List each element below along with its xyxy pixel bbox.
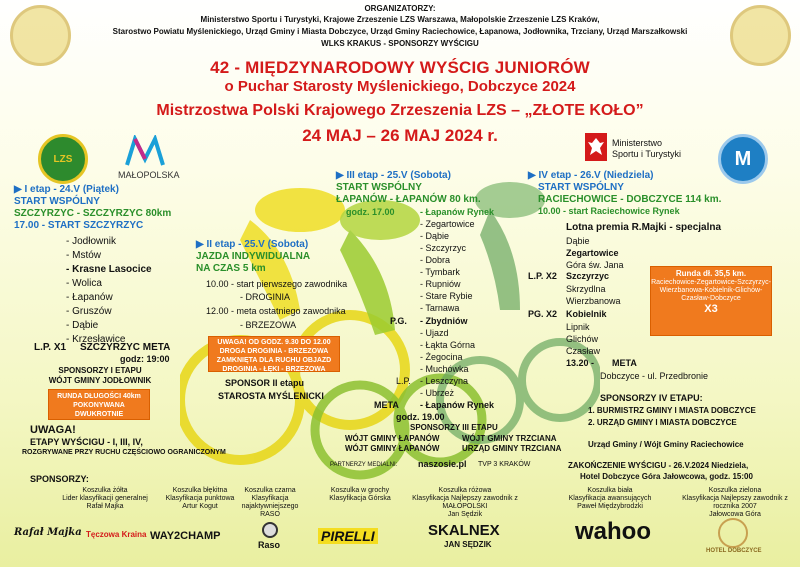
stage3-sponsor-b1: WÓJT GMINY TRZCIANA xyxy=(462,434,557,443)
lzs-logo xyxy=(38,134,88,184)
stage1-meta-label: L.P. X1 xyxy=(34,342,67,353)
stage1-place: - Dąbie xyxy=(66,320,99,331)
stage3-pg-label: P.G. xyxy=(390,316,407,326)
stage4-sponsor-heading: SPONSORZY IV ETAPU: xyxy=(600,393,703,403)
logo-raso: Raso xyxy=(258,540,281,550)
title-line3: Mistrzostwa Polski Krajowego Zrzeszenia LZS – „ZŁOTE KOŁO” xyxy=(156,102,644,119)
stage3-place: - Ujazd xyxy=(420,328,449,338)
stage4-place: Czasław xyxy=(566,346,601,356)
stage4-lap-box xyxy=(650,266,772,336)
media-naszosie: naszosie.pl xyxy=(418,459,467,469)
stage4-route: RACIECHOWICE - DOBCZYCE 114 km. xyxy=(538,194,722,205)
stage3-place: - Rupniów xyxy=(420,279,461,289)
sponsor-jersey: Koszulka błękitna xyxy=(172,487,228,494)
stage4-place: Glichów xyxy=(566,334,599,344)
stage4-sponsor2: 2. URZĄD GMINY I MIASTA DOBCZYCE xyxy=(588,418,737,427)
stage4-place: Wierzbanowa xyxy=(566,296,621,306)
organizers-line1: Ministerstwo Sportu i Turystyki, Krajowe Zrzeszenie LZS Warszawa, Małopolskie Zrzeszenie LZS Kraków, xyxy=(200,15,600,24)
lzs-logo-text: LZS xyxy=(53,153,73,165)
sponsor-jersey: Koszulka biała xyxy=(587,487,633,494)
sponsors-heading: SPONSORZY: xyxy=(30,474,89,484)
stage4-premia: Lotna premia R.Majki - specjalna xyxy=(566,222,722,233)
stage2-start-place: - DROGINIA xyxy=(240,292,291,302)
race-end-line1: ZAKOŃCZENIE WYŚCIGU - 26.V.2024 Niedziela, xyxy=(568,461,749,470)
stage2-end-time: 12.00 - meta ostatniego zawodnika xyxy=(206,306,346,316)
logo-skalnex: SKALNEX xyxy=(428,522,500,539)
logo-wahoo: wahoo xyxy=(575,518,651,545)
sponsor-col-pink xyxy=(410,487,520,519)
stage3-places2 xyxy=(420,328,475,375)
stage1-place: - Krasne Lasocice xyxy=(66,264,152,275)
title-line4: 24 MAJ – 26 MAJ 2024 r. xyxy=(302,126,498,145)
uwaga-title: UWAGA! xyxy=(30,424,76,436)
sponsor-col-yellow xyxy=(55,487,155,511)
sponsor-name: Paweł Międzybrodzki xyxy=(577,503,643,510)
stage4-meta: META xyxy=(612,358,637,368)
sponsor-name: Rafał Majka xyxy=(86,503,124,510)
stage3-start: START WSPÓLNY xyxy=(336,182,422,193)
stage4-place: Lipnik xyxy=(566,322,590,332)
stage1-place: - Mstów xyxy=(66,250,101,261)
stage3-meta-time: godz. 19.00 xyxy=(396,412,445,422)
race-end-line2: Hotel Dobczyce Góra Jałowcowa, godz. 15:00 xyxy=(580,472,753,481)
raso-icon xyxy=(262,522,278,538)
stage3-lp: - Leszczyna xyxy=(420,376,469,386)
stage1-place: - Łapanów xyxy=(66,292,113,303)
title-line1: 42 - MIĘDZYNARODOWY WYŚCIG JUNIORÓW xyxy=(210,58,590,77)
stage2-end-place: - BRZEZOWA xyxy=(240,320,297,330)
stage1-title-text: I etap - 24.V (Piątek) xyxy=(24,184,119,195)
sponsor-jersey: Koszulka czarna xyxy=(244,487,296,494)
stage3-place: - Tarnawa xyxy=(420,303,460,313)
uwaga-line2: ROZGRYWANE PRZY RUCHU CZĘŚCIOWO OGRANICZONYM xyxy=(22,449,226,456)
media-label: PARTNERZY MEDIALNI: xyxy=(330,462,398,468)
stage3-place: - Łąkta Górna xyxy=(420,340,476,350)
stage4-lap-box-count: X3 xyxy=(704,303,718,315)
stage2-sponsor: STAROSTA MYŚLENICKI xyxy=(218,391,324,401)
stage2-sponsor-heading: SPONSOR II etapu xyxy=(225,378,305,388)
ministerstwo-line2: Sportu i Turystyki xyxy=(612,149,682,159)
logo-teczowa-kraina: Tęczowa Kraina xyxy=(86,530,147,539)
logo-rafal-majka: Rafał Majka xyxy=(14,527,82,538)
stage1-time: 17.00 - START SZCZYRZYC xyxy=(14,220,144,231)
stage1-place: - Jodłownik xyxy=(66,236,117,247)
sponsor-jersey: Koszulka różowa xyxy=(438,487,492,494)
stage1-sponsor-heading: SPONSORZY I ETAPU xyxy=(58,366,142,375)
sponsor-class: Klasyfikacja Najlepszy zawodnik z MAŁOPOLSKI xyxy=(412,495,518,510)
stage1-place: - Krzesławice xyxy=(66,334,126,345)
stage3-place: - Ubrzeż xyxy=(420,388,455,398)
ministerstwo-line1: Ministerstwo xyxy=(612,138,663,148)
stage3-place: - Dąbie xyxy=(420,231,450,241)
stage4-lp: Szczyrzyc xyxy=(566,271,610,281)
sponsor-jersey: Koszulka zielona xyxy=(708,487,762,494)
sponsor-class: Klasyfikacja punktowa xyxy=(165,495,235,502)
stage1-route: SZCZYRZYC - SZCZYRZYC 80km xyxy=(14,208,172,219)
title-line2: o Puchar Starosty Myślenickiego, Dobczyce 2024 xyxy=(224,78,576,95)
organizers-line3: WLKS KRAKUS - SPONSORZY WYŚCIGU xyxy=(321,39,479,48)
stage4-title-text: IV etap - 26.V (Niedziela) xyxy=(538,170,654,181)
stage3-sponsor-a2: WÓJT GMINY ŁAPANÓW xyxy=(345,444,440,453)
stage2-line1: JAZDA INDYWIDUALNA xyxy=(196,251,311,262)
logo-skalnex-sub: JAN SĘDZIK xyxy=(444,540,492,549)
logo-pirelli: PIRELLI xyxy=(318,528,378,544)
stage3-time-place: - Łapanów Rynek xyxy=(420,207,495,217)
stage1-meta-time: godz: 19:00 xyxy=(120,354,170,364)
stage4-lp-label: L.P. X2 xyxy=(528,271,557,281)
stage2-line2: NA CZAS 5 km xyxy=(196,263,266,274)
stage3-time: godz. 17.00 xyxy=(346,207,395,217)
stage4-sponsor1: 1. BURMISTRZ GMINY I MIASTA DOBCZYCE xyxy=(588,406,756,415)
sponsor-jersey: Koszulka żółta xyxy=(82,487,128,494)
stage1-place: - Wolica xyxy=(66,278,102,289)
stage4-place: Dąbie xyxy=(566,236,590,246)
stage4-place: Zegartowice xyxy=(566,248,619,258)
stage3-place: - Stare Rybie xyxy=(420,291,473,301)
uwaga-line1: ETAPY WYŚCIGU - I, III, IV, xyxy=(30,437,143,447)
stage3-place: - Dobra xyxy=(420,255,451,265)
stage3-place: - Zegartowice xyxy=(420,219,475,229)
sponsor-name: Jan Sędzik xyxy=(447,511,483,518)
stage3-places xyxy=(420,219,475,314)
stage3-place: - Tymbark xyxy=(420,267,460,277)
stage3-sponsor-b2: URZĄD GMINY TRZCIANA xyxy=(462,444,562,453)
sponsor-class: Klasyfikacja Najlepszy zawodnik z rocznika 2007 xyxy=(682,495,788,510)
logo-way2champ: WAY2CHAMP xyxy=(150,530,221,542)
stage3-lp-label: L.P. xyxy=(396,376,411,386)
stage4-title: ▶ IV etap - 26.V (Niedziela) xyxy=(528,170,654,181)
stage2-road-closure-box: UWAGA! OD GODZ. 9.30 DO 12.00 DROGA DROGINIA - BRZEZOWA ZAMKNIĘTA DLA RUCHU OBJAZD DROGINIA - ŁĘKI - BRZEZOWA xyxy=(208,336,340,372)
stage3-meta: - Łapanów Rynek xyxy=(420,400,495,410)
stage3-route: ŁAPANÓW - ŁAPANÓW 80 km. xyxy=(336,194,481,205)
logo-hotel-dobczyce: HOTEL DOBCZYCE xyxy=(706,548,762,554)
organizers-line2: Starostwo Powiatu Myślenickiego, Urząd Gminy i Miasta Dobczyce, Urząd Gminy Raciechowice, Łapanowa, Jodłownika, Trzciany, Urząd Marszałkowski xyxy=(112,27,688,36)
stage1-sponsor: WÓJT GMINY JODŁOWNIK xyxy=(48,376,152,385)
krakus-logo: M xyxy=(718,134,768,184)
stage2-start-time: 10.00 - start pierwszego zawodnika xyxy=(206,279,348,289)
stage3-place: - Muchówka xyxy=(420,364,469,374)
stage4-place: Skrzydlna xyxy=(566,284,606,294)
sponsor-jersey: Koszulka w grochy xyxy=(330,487,390,494)
stage4-place: Góra św. Jana xyxy=(566,260,624,270)
sponsor-class: Klasyfikacja najaktywniejszego xyxy=(241,495,299,510)
sponsor-name: RASO xyxy=(260,511,280,518)
stage3-meta-label: META xyxy=(374,400,399,410)
stage3-pg: - Zbydniów xyxy=(420,316,468,326)
malopolska-logo xyxy=(125,135,165,167)
stage4-pg: Kobielnik xyxy=(566,309,607,319)
sponsor-name: Artur Kogut xyxy=(182,503,218,510)
malopolska-label: MAŁOPOLSKA xyxy=(118,170,180,180)
stage1-start: START WSPÓLNY xyxy=(14,196,100,207)
sponsor-col-white xyxy=(555,487,665,511)
stage4-meta-time: 13.20 - xyxy=(566,358,595,368)
stage1-places xyxy=(66,236,196,346)
sponsor-class: Klasyfikacja Górska xyxy=(329,495,391,502)
stage2-title-text: II etap - 25.V (Sobota) xyxy=(206,239,309,250)
sponsor-col-green xyxy=(675,487,795,519)
stage1-title: ▶ I etap - 24.V (Piątek) xyxy=(14,184,119,195)
stage4-lap-box-route: Raciechowice-Zegartowice-Szczyrzyc-Wierzbanowa-Kobielnik-Glichów-Czasław-Dobczyce xyxy=(651,279,771,302)
stage4-time: 10.00 - start Raciechowice Rynek xyxy=(538,206,680,216)
stage3-place: - Żegocina xyxy=(420,352,463,362)
stage4-sponsor3: Urząd Gminy / Wójt Gminy Raciechowice xyxy=(588,440,744,449)
hotel-dobczyce-icon xyxy=(718,518,748,548)
organizers-heading: ORGANIZATORZY: xyxy=(364,4,436,13)
media-tvp: TVP 3 KRAKÓW xyxy=(478,461,531,468)
stage4-start: START WSPÓLNY xyxy=(538,182,624,193)
stage3-title: ▶ III etap - 25.V (Sobota) xyxy=(336,170,451,181)
sponsor-class: Klasyfikacja awansujących xyxy=(568,495,652,502)
stage1-lap-box: RUNDA DŁUGOŚCI 40km POKONYWANA DWUKROTNIE xyxy=(48,389,150,420)
sponsor-col-black xyxy=(230,487,310,519)
stage3-place: - Szczyrzyc xyxy=(420,243,466,253)
stage4-pg-label: PG. X2 xyxy=(528,309,558,319)
stage3-sponsor-a1: WÓJT GMINY ŁAPANÓW xyxy=(345,434,440,443)
stage1-place: - Gruszów xyxy=(66,306,112,317)
stage4-meta-place: Dobczyce - ul. Przedbronie xyxy=(600,371,709,381)
sponsor-class: Lider klasyfikacji generalnej xyxy=(62,495,148,502)
stage3-title-text: III etap - 25.V (Sobota) xyxy=(346,170,451,181)
sponsor-name: Jałowcowa Góra xyxy=(709,511,761,518)
stage3-sponsor-heading: SPONSORZY III ETAPU xyxy=(410,423,498,432)
stage1-meta: SZCZYRZYC META xyxy=(80,342,171,353)
stage2-title: ▶ II etap - 25.V (Sobota) xyxy=(196,239,309,250)
eagle-emblem-icon xyxy=(585,133,607,161)
stage4-lap-box-title: Runda dł. 35,5 km. xyxy=(675,269,747,278)
sponsor-col-polka xyxy=(315,487,405,503)
